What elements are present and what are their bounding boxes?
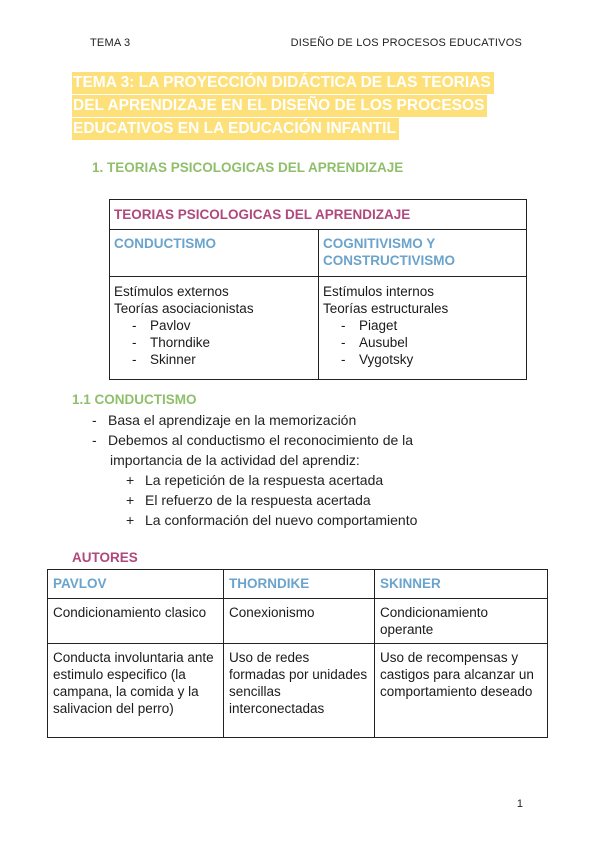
- cognitivismo-item: - Vygotsky: [341, 352, 414, 367]
- skinner-header: SKINNER: [375, 570, 548, 599]
- skinner-cell-1: Condicionamiento operante: [375, 599, 548, 644]
- pavlov-header: PAVLOV: [48, 570, 224, 599]
- conductismo-line-1: Estímulos externos: [114, 284, 229, 299]
- section-heading-1: 1. TEORIAS PSICOLOGICAS DEL APRENDIZAJE: [92, 160, 404, 175]
- header-right: DISEÑO DE LOS PROCESOS EDUCATIVOS: [290, 37, 522, 49]
- theories-table-heading: TEORIAS PSICOLOGICAS DEL APRENDIZAJE: [110, 200, 527, 230]
- thorndike-cell-2: Uso de redes formadas por unidades sencillas interconectadas: [224, 644, 375, 738]
- bullet-continuation: importancia de la actividad del aprendiz:: [110, 452, 360, 468]
- title-line-1: TEMA 3: LA PROYECCIÓN DIDÁCTICA DE LAS TEORIAS: [72, 72, 494, 94]
- cognitivismo-line-1: Estímulos internos: [323, 284, 435, 299]
- cognitivismo-item: - Piaget: [341, 318, 398, 333]
- section-heading-1-1: 1.1 CONDUCTISMO: [72, 392, 197, 407]
- authors-heading: AUTORES: [72, 550, 138, 565]
- cognitivismo-item: - Ausubel: [341, 335, 408, 350]
- thorndike-cell-1: Conexionismo: [224, 599, 375, 644]
- pavlov-cell-2: Conducta involuntaria ante estimulo especifico (la campana, la comida y la salivacion del perro): [48, 644, 224, 738]
- title-line-2: DEL APRENDIZAJE EN EL DISEÑO DE LOS PROCESOS: [72, 95, 487, 117]
- sub-bullet-item: + El refuerzo de la respuesta acertada: [126, 492, 371, 508]
- skinner-cell-2: Uso de recompensas y castigos para alcanzar un comportamiento deseado: [375, 644, 548, 738]
- cognitivismo-cell: [319, 277, 527, 380]
- cognitivismo-line-2: Teorías estructurales: [323, 301, 449, 316]
- title-line-3: EDUCATIVOS EN LA EDUCACIÓN INFANTIL: [72, 118, 399, 140]
- conductismo-item: - Skinner: [132, 352, 196, 367]
- theories-table: [109, 199, 527, 380]
- conductismo-line-2: Teorías asociacionistas: [114, 301, 254, 316]
- thorndike-header: THORNDIKE: [224, 570, 375, 599]
- conductismo-item: - Pavlov: [132, 318, 191, 333]
- conductismo-cell: [110, 277, 319, 380]
- bullet-item: - Debemos al conductismo el reconocimiento de la: [92, 432, 414, 448]
- bullet-item: - Basa el aprendizaje en la memorización: [92, 412, 357, 428]
- page-number: 1: [516, 798, 523, 810]
- sub-bullet-item: + La repetición de la respuesta acertada: [126, 472, 384, 488]
- authors-table: [47, 569, 548, 738]
- pavlov-cell-1: Condicionamiento clasico: [48, 599, 224, 644]
- document-title: [72, 72, 532, 141]
- conductismo-item: - Thorndike: [132, 335, 211, 350]
- conductismo-header: CONDUCTISMO: [110, 230, 319, 277]
- header-left: TEMA 3: [90, 37, 131, 49]
- cognitivismo-header: COGNITIVISMO Y CONSTRUCTIVISMO: [319, 230, 527, 277]
- sub-bullet-item: + La conformación del nuevo comportamiento: [126, 512, 418, 528]
